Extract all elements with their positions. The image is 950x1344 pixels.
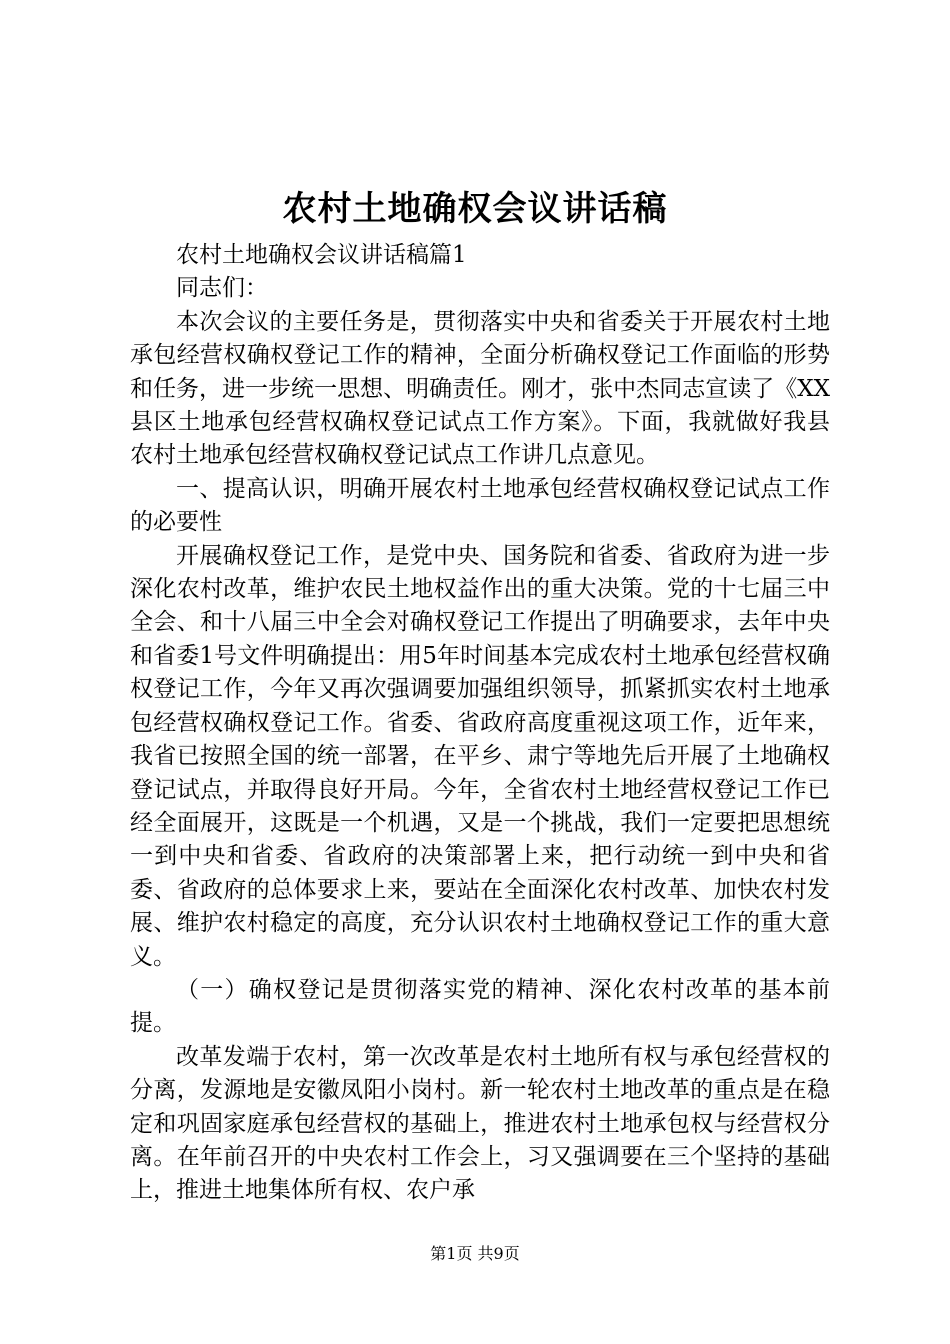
paragraph-reform: 改革发端于农村，第一次改革是农村土地所有权与承包经营权的分离，发源地是安徽凤阳小岗村。新一轮农村土地改革的重点是在稳定和巩固家庭承包经营权的基础上，推进农村土地承包权与经营权分离。在年前召开的中央农村工作会上，习又强调要在三个坚持的基础上，推进土地集体所有权、农户承: [130, 1043, 830, 1204]
document-body: [130, 239, 830, 1208]
paragraph-background: 开展确权登记工作，是党中央、国务院和省委、省政府为进一步深化农村改革，维护农民土地权益作出的重大决策。党的十七届三中全会、和十八届三中全会对确权登记工作提出了明确要求，去年中央和省委1号文件明确提出：用5年时间基本完成农村土地承包经营权确权登记工作，今年又再次强调要加强组织领导，抓紧抓实农村土地承包经营权确权登记工作。省委、省政府高度重视这项工作，近年来，我省已按照全国的统一部署，在平乡、肃宁等地先后开展了土地确权登记试点，并取得良好开局。今年，全省农村土地经营权登记工作已经全面展开，这既是一个机遇，又是一个挑战，我们一定要把思想统一到中央和省委、省政府的决策部署上来，把行动统一到中央和省委、省政府的总体要求上来，要站在全面深化农村改革、加快农村发展、维护农村稳定的高度，充分认识农村土地确权登记工作的重大意义。: [130, 542, 830, 970]
document-title: 农村土地确权会议讲话稿: [282, 189, 668, 229]
section-heading-part1: 农村土地确权会议讲话稿篇1: [176, 242, 467, 268]
section-heading-1: 一、提高认识，明确开展农村土地承包经营权确权登记试点工作的必要性: [130, 475, 830, 536]
page-number-footer: 第1页 共9页: [430, 1244, 520, 1263]
paragraph-intro: 本次会议的主要任务是，贯彻落实中央和省委关于开展农村土地承包经营权确权登记工作的精神，全面分析确权登记工作面临的形势和任务，进一步统一思想、明确责任。刚才，张中杰同志宣读了《XX县区土地承包经营权确权登记试点工作方案》。下面，我就做好我县农村土地承包经营权确权登记试点工作讲几点意见。: [130, 308, 830, 469]
salutation: 同志们：: [176, 275, 268, 302]
subsection-heading-1: （一）确权登记是贯彻落实党的精神、深化农村改革的基本前提。: [130, 976, 830, 1037]
